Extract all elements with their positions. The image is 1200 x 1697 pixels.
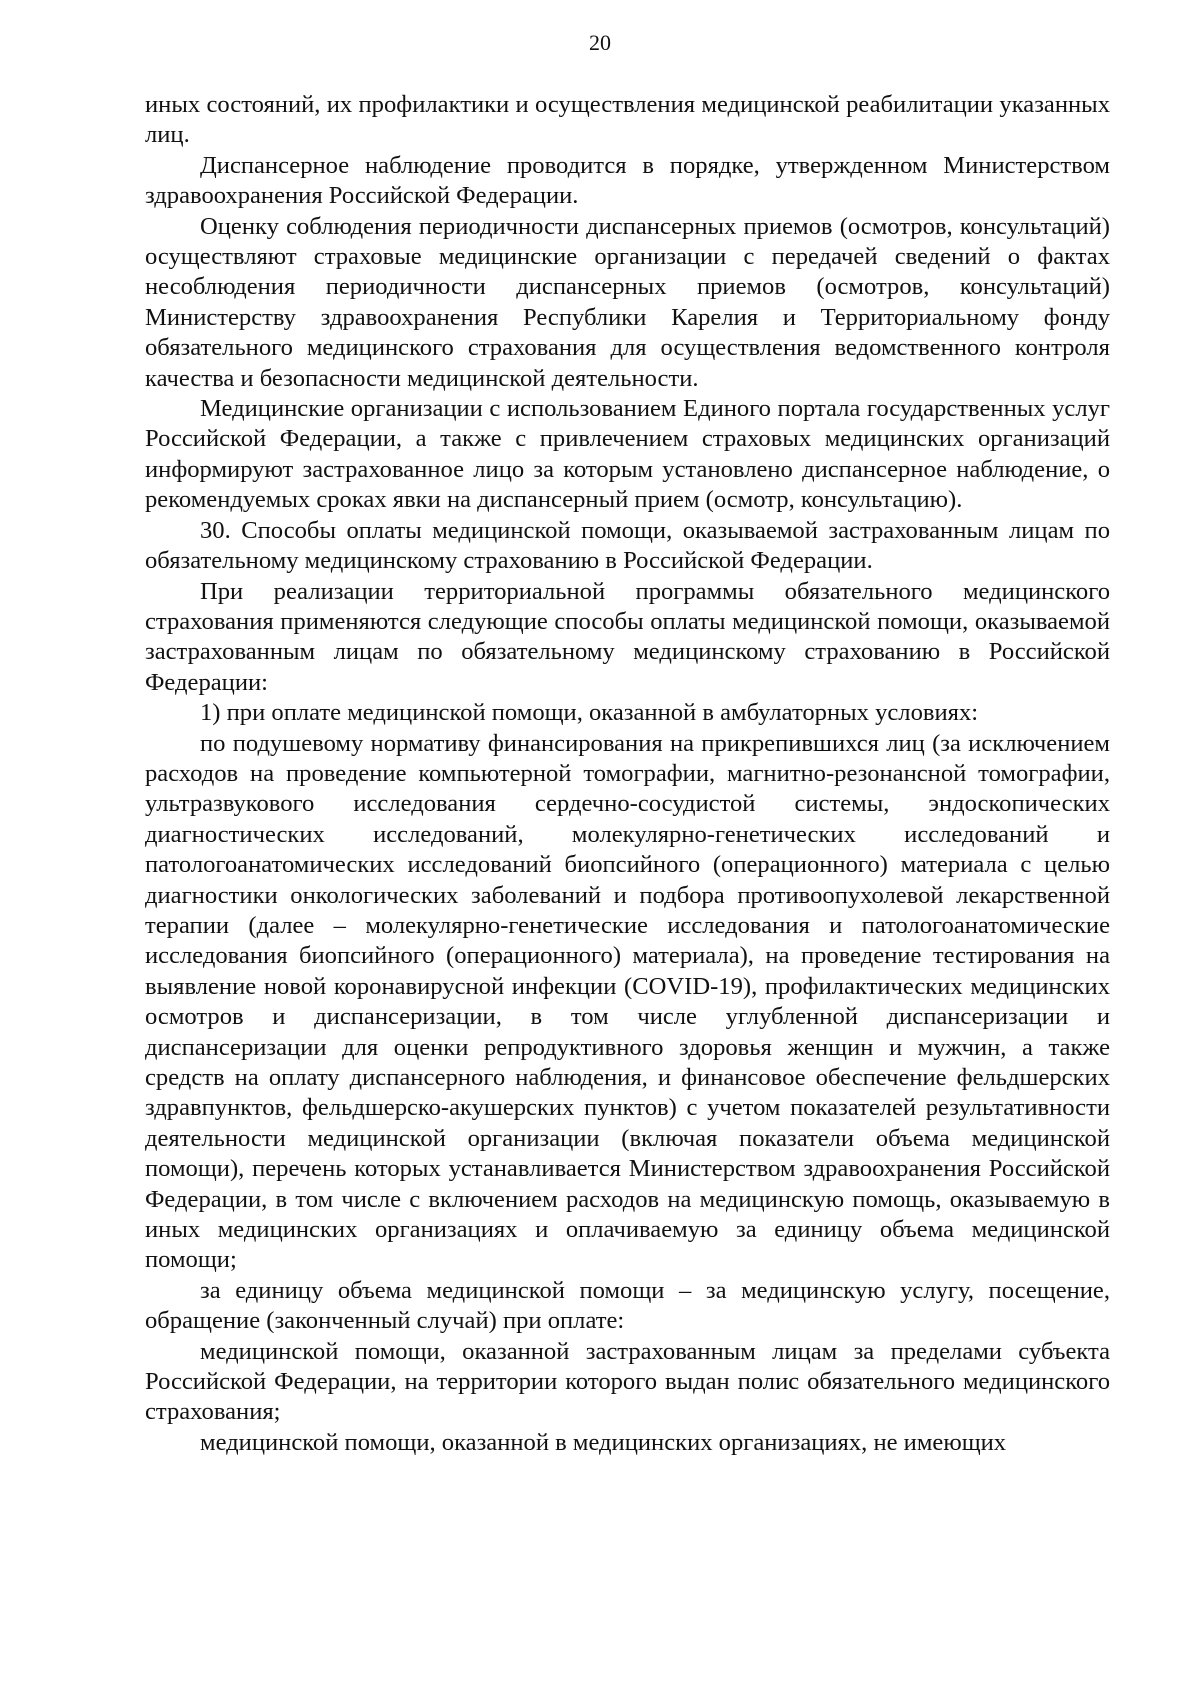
paragraph: медицинской помощи, оказанной застрахованным лицам за пределами субъекта Российской Федерации, на территории которого выдан полис обязательного медицинского страхования; [145, 1337, 1110, 1426]
paragraph-continued: иных состояний, их профилактики и осуществления медицинской реабилитации указанных лиц. [145, 91, 1110, 149]
document-body [145, 90, 1110, 1458]
paragraph: При реализации территориальной программы обязательного медицинского страхования применяются следующие способы оплаты медицинской помощи, оказываемой застрахованным лицам по обязательному медицинскому страхованию в Российской Федерации: [145, 577, 1110, 696]
paragraph: по подушевому нормативу финансирования на прикрепившихся лиц (за исключением расходов на проведение компьютерной томографии, магнитно-резонансной томографии, ультразвукового исследования сердечно-сосудистой системы, эндоскопических диагностических исследований, молекулярно-генетических исследований и патологоанатомических исследований биопсийного (операционного) материала с целью диагностики онкологических заболеваний и подбора противоопухолевой лекарственной терапии (далее – молекулярно-генетические исследования и патологоанатомические исследования биопсийного (операционного) материала), на проведение тестирования на выявление новой коронавирусной инфекции (COVID-19), профилактических медицинских осмотров и диспансеризации, в том числе углубленной диспансеризации и диспансеризации для оценки репродуктивного здоровья женщин и мужчин, а также средств на оплату диспансерного наблюдения, и финансовое обеспечение фельдшерских здравпунктов, фельдшерско-акушерских пунктов) с учетом показателей результативности деятельности медицинской организации (включая показатели объема медицинской помощи), перечень которых устанавливается Министерством здравоохранения Российской Федерации, в том числе с включением расходов на медицинскую помощь, оказываемую в иных медицинских организациях и оплачиваемую за единицу объема медицинской помощи; [145, 729, 1110, 1274]
paragraph: Диспансерное наблюдение проводится в порядке, утвержденном Министерством здравоохранения Российской Федерации. [145, 151, 1110, 210]
paragraph: Медицинские организации с использованием Единого портала государственных услуг Российской Федерации, а также с привлечением страховых медицинских организаций информируют застрахованное лицо за которым установлено диспансерное наблюдение, о рекомендуемых сроках явки на диспансерный прием (осмотр, консультацию). [145, 395, 1110, 514]
paragraph: медицинской помощи, оказанной в медицинских организациях, не имеющих [200, 1428, 1007, 1456]
page-number: 20 [589, 30, 611, 55]
paragraph: за единицу объема медицинской помощи – за медицинскую услугу, посещение, обращение (законченный случай) при оплате: [145, 1276, 1110, 1335]
paragraph: 30. Способы оплаты медицинской помощи, оказываемой застрахованным лицам по обязательному медицинскому страхованию в Российской Федерации. [145, 516, 1110, 575]
paragraph: 1) при оплате медицинской помощи, оказанной в амбулаторных условиях: [200, 699, 979, 727]
paragraph: Оценку соблюдения периодичности диспансерных приемов (осмотров, консультаций) осуществляют страховые медицинские организации с передачей сведений о фактах несоблюдения периодичности диспансерных приемов (осмотров, консультаций) Министерству здравоохранения Республики Карелия и Территориальному фонду обязательного медицинского страхования для осуществления ведомственного контроля качества и безопасности медицинской деятельности. [145, 212, 1110, 392]
